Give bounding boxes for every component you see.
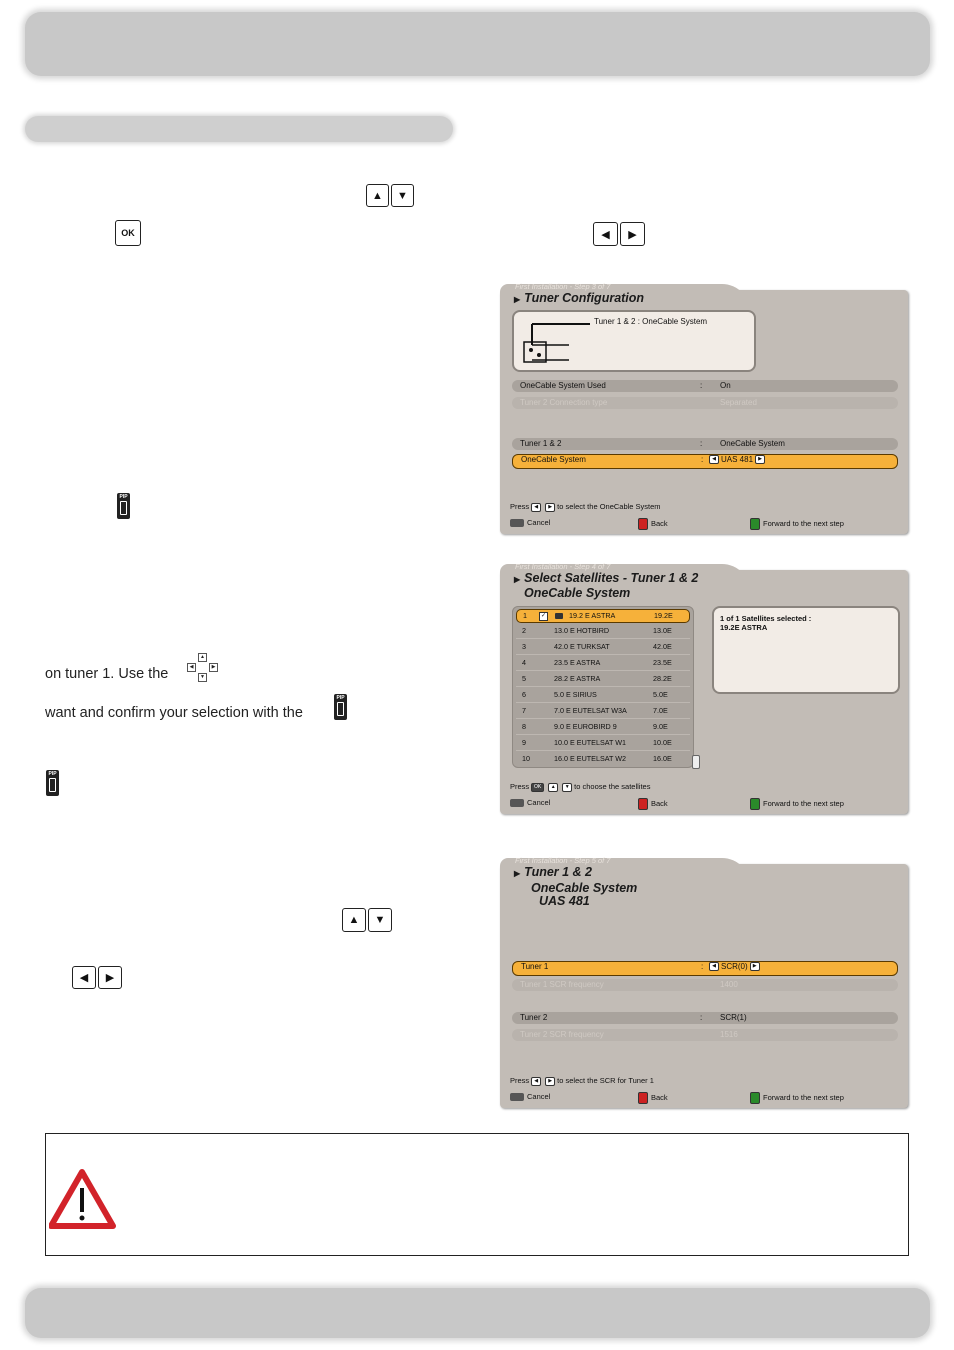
- setting-row-tuner2-scr-frequency: Tuner 2 SCR frequency 1516: [512, 1029, 898, 1041]
- forward-hint: Forward to the next step: [750, 518, 844, 530]
- screen-step-label: First Installation - Step 4 of 7: [515, 562, 611, 571]
- pip-key-icon: PIP: [46, 770, 59, 796]
- down-key-icon: ▼: [391, 184, 414, 207]
- satellite-row[interactable]: 3 42.0 E TURKSAT 42.0E: [516, 640, 690, 655]
- right-arrow-icon: ▶: [545, 503, 555, 512]
- page-footer-bar: [25, 1288, 930, 1338]
- right-arrow-icon: ▶: [755, 455, 765, 464]
- pip-key-icon: PIP: [117, 493, 130, 519]
- up-key-icon: ▲: [342, 908, 366, 932]
- screen-subtitle: OneCable System: [531, 881, 638, 895]
- red-key-icon: [638, 518, 648, 530]
- satellite-row[interactable]: 8 9.0 E EUROBIRD 9 9.0E: [516, 720, 690, 735]
- setting-row-tuner2-connection: Tuner 2 Connection type Separated: [512, 397, 898, 409]
- screen-subtitle: OneCable System: [524, 586, 631, 600]
- setting-row-onecable-system[interactable]: OneCable System : ◀ UAS 481 ▶: [512, 454, 898, 469]
- screen-hint: Press OK ▲ ▼ to choose the satellites: [510, 782, 651, 791]
- forward-hint: Forward to the next step: [750, 798, 844, 810]
- exit-key-icon: [510, 519, 524, 527]
- satellite-row[interactable]: 9 10.0 E EUTELSAT W1 10.0E: [516, 736, 690, 751]
- screen-subtitle-model: UAS 481: [539, 894, 590, 908]
- back-hint: Back: [638, 1092, 668, 1104]
- left-key-icon: ◀: [72, 966, 96, 989]
- setting-row-onecable-used[interactable]: OneCable System Used : On: [512, 380, 898, 392]
- green-key-icon: [750, 798, 760, 810]
- setting-row-tuner1[interactable]: Tuner 1 : ◀ SCR(0) ▶: [512, 961, 898, 976]
- selection-list-text: 19.2E ASTRA: [720, 623, 768, 632]
- forward-hint: Forward to the next step: [750, 1092, 844, 1104]
- screen-step-label: First Installation - Step 3 of 7: [515, 282, 611, 291]
- left-arrow-icon: ◀: [531, 1077, 541, 1086]
- checkbox-checked-icon[interactable]: ✓: [540, 613, 547, 619]
- right-arrow-icon: ▶: [750, 962, 760, 971]
- setting-row-tuner1-scr-frequency: Tuner 1 SCR frequency 1400: [512, 979, 898, 991]
- warning-box: [45, 1133, 909, 1256]
- down-arrow-icon: ▼: [562, 783, 572, 792]
- warning-triangle-icon: [49, 1168, 119, 1230]
- selection-info-panel: [712, 606, 900, 694]
- tuner-diagram-panel: [512, 310, 756, 372]
- up-arrow-icon: ▲: [548, 783, 558, 792]
- body-text-tuner1: on tuner 1. Use the: [45, 666, 169, 682]
- right-arrow-icon: ▶: [545, 1077, 555, 1086]
- red-key-icon: [638, 798, 648, 810]
- back-hint: Back: [638, 798, 668, 810]
- satellite-row[interactable]: 5 28.2 E ASTRA 28.2E: [516, 672, 690, 687]
- satellite-row[interactable]: 10 16.0 E EUTELSAT W2 16.0E: [522, 754, 672, 763]
- left-arrow-icon: ◀: [709, 455, 719, 464]
- satellite-row[interactable]: 1 ✓ 19.2 E ASTRA 19.2E: [516, 609, 690, 623]
- screen-step-label: First Installation - Step 5 of 7: [515, 856, 611, 865]
- red-key-icon: [638, 1092, 648, 1104]
- satellite-row[interactable]: 2 13.0 E HOTBIRD 13.0E: [516, 624, 690, 639]
- cancel-hint: Cancel: [510, 518, 550, 527]
- cancel-hint: Cancel: [510, 798, 550, 807]
- section-heading-bar: [25, 116, 453, 142]
- up-key-icon: ▲: [366, 184, 389, 207]
- screen-hint: Press ◀ ▶ to select the SCR for Tuner 1: [510, 1076, 654, 1085]
- green-key-icon: [750, 518, 760, 530]
- pip-key-icon: PIP: [334, 694, 347, 720]
- exit-key-icon: [510, 799, 524, 807]
- satellite-list[interactable]: [512, 606, 694, 768]
- green-key-icon: [750, 1092, 760, 1104]
- tv-screen-select-satellites: [500, 562, 908, 814]
- down-key-icon: ▼: [368, 908, 392, 932]
- ok-key-icon: OK: [531, 783, 544, 792]
- satellite-row[interactable]: 7 7.0 E EUTELSAT W3A 7.0E: [516, 704, 690, 719]
- screen-hint: Press ◀ ▶ to select the OneCable System: [510, 502, 661, 511]
- screen-title: ▶ Tuner Configuration: [514, 291, 645, 305]
- right-key-icon: ▶: [620, 222, 645, 246]
- diagram-label: Tuner 1 & 2 : OneCable System: [594, 317, 708, 326]
- setting-row-tuner2[interactable]: Tuner 2 : SCR(1): [512, 1012, 898, 1024]
- satellite-icon: [555, 613, 563, 619]
- exit-key-icon: [510, 1093, 524, 1101]
- left-key-icon: ◀: [593, 222, 618, 246]
- tv-screen-tuner-configuration: [500, 282, 908, 534]
- list-scrollbar[interactable]: [692, 755, 700, 769]
- body-text-confirm: want and confirm your selection with the: [45, 705, 303, 721]
- left-arrow-icon: ◀: [709, 962, 719, 971]
- page-header-bar: [25, 12, 930, 76]
- right-key-icon: ▶: [98, 966, 122, 989]
- left-arrow-icon: ◀: [531, 503, 541, 512]
- cancel-hint: Cancel: [510, 1092, 550, 1101]
- screen-title: ▶ Select Satellites - Tuner 1 & 2: [514, 571, 699, 585]
- ok-key-icon: OK: [115, 220, 141, 246]
- setting-row-tuner12[interactable]: Tuner 1 & 2 : OneCable System: [512, 438, 898, 450]
- back-hint: Back: [638, 518, 668, 530]
- navigation-pad-icon: ▲ ◀ ▶ ▼: [187, 653, 217, 681]
- satellite-row[interactable]: 4 23.5 E ASTRA 23.5E: [516, 656, 690, 671]
- satellite-row[interactable]: 6 5.0 E SIRIUS 5.0E: [516, 688, 690, 703]
- tv-screen-tuner-scr: [500, 856, 908, 1108]
- screen-title: ▶ Tuner 1 & 2: [514, 865, 593, 879]
- selection-count-text: 1 of 1 Satellites selected :: [720, 614, 812, 623]
